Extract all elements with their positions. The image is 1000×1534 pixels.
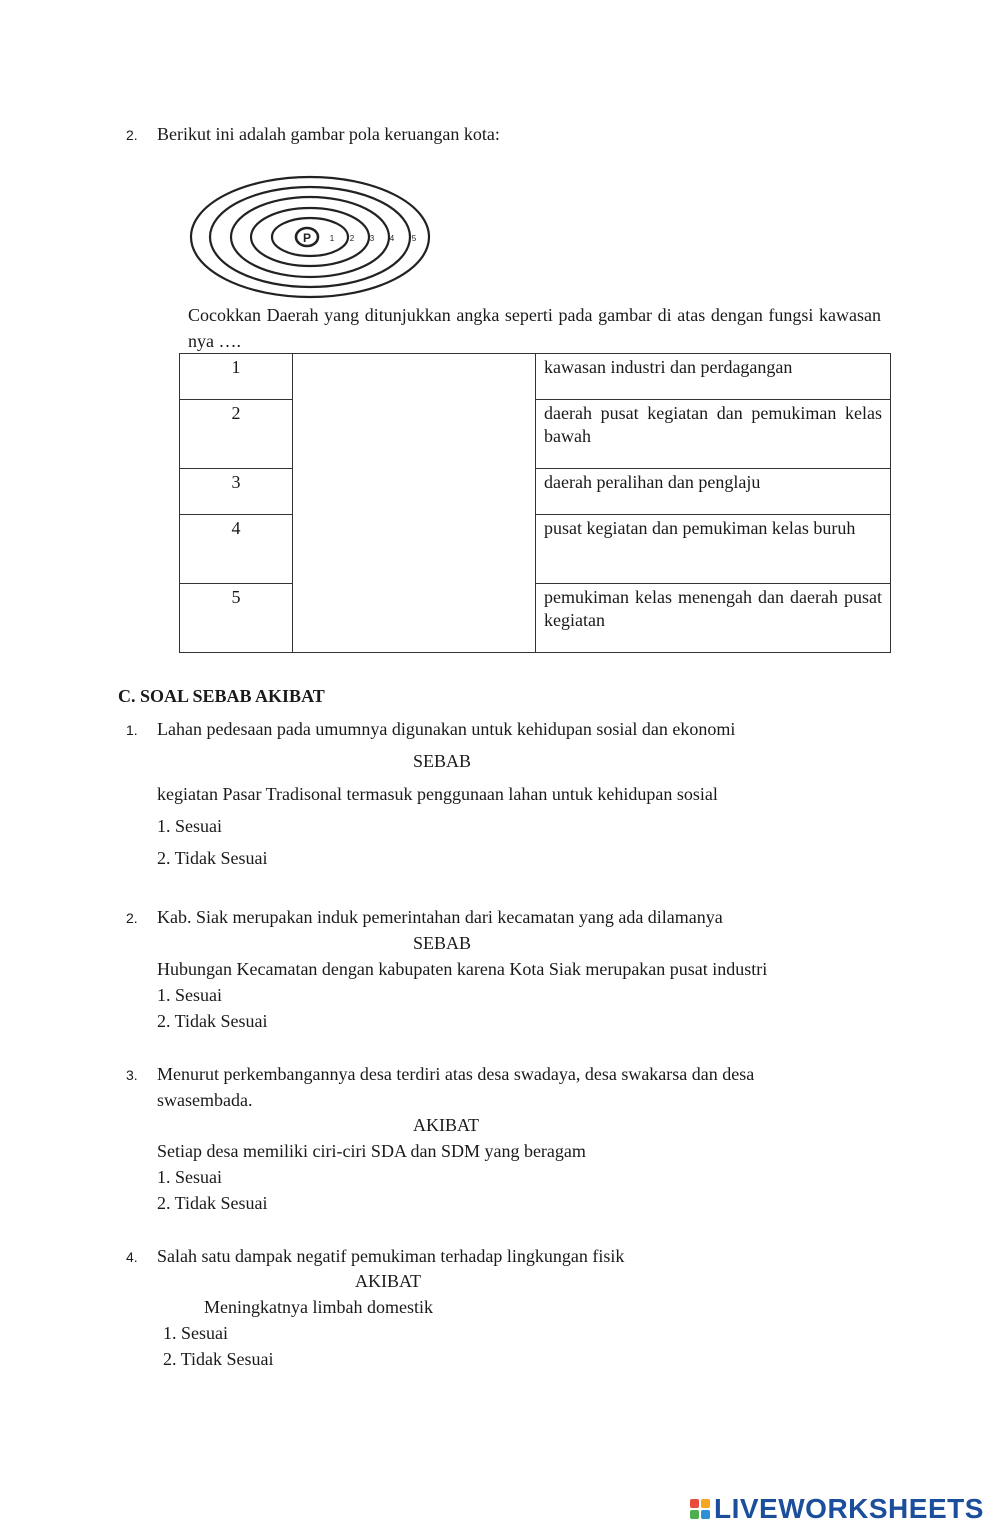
zone-description-cell[interactable]: daerah pusat kegiatan dan pemukiman kelas bawah: [536, 400, 891, 469]
connector-text: SEBAB: [413, 933, 472, 953]
table-row: [180, 400, 891, 469]
question-number: 2.: [126, 910, 138, 926]
table-row: [180, 584, 891, 653]
matching-table: [179, 353, 891, 653]
ring-label: 1: [329, 234, 335, 243]
center-label: P: [302, 231, 312, 245]
section-heading: C. SOAL SEBAB AKIBAT: [118, 686, 325, 706]
zone-description-cell[interactable]: kawasan industri dan perdagangan: [536, 354, 891, 400]
logo-text: LIVEWORKSHEETS: [714, 1493, 984, 1524]
logo-mark-icon: [690, 1499, 710, 1519]
option-tidak-sesuai[interactable]: 2. Tidak Sesuai: [163, 1349, 274, 1369]
match-drop-area[interactable]: [293, 354, 536, 653]
question-number: 1.: [126, 722, 138, 738]
logo-square: [690, 1510, 699, 1519]
statement-text: Kab. Siak merupakan induk pemerintahan dari kecamatan yang ada dilamanya: [157, 907, 723, 927]
option-tidak-sesuai[interactable]: 2. Tidak Sesuai: [157, 848, 268, 868]
zone-number-cell: 2: [180, 400, 293, 469]
reason-text: Hubungan Kecamatan dengan kabupaten karena Kota Siak merupakan pusat industri: [157, 959, 768, 979]
option-sesuai[interactable]: 1. Sesuai: [157, 1167, 222, 1187]
option-tidak-sesuai[interactable]: 2. Tidak Sesuai: [157, 1011, 268, 1031]
connector-text: AKIBAT: [355, 1271, 421, 1291]
question-number: 2.: [126, 127, 138, 143]
reason-text: kegiatan Pasar Tradisonal termasuk penggunaan lahan untuk kehidupan sosial: [157, 784, 718, 804]
question-number: 4.: [126, 1249, 138, 1265]
question-number: 3.: [126, 1067, 138, 1083]
zone-number-cell: 3: [180, 469, 293, 515]
option-tidak-sesuai[interactable]: 2. Tidak Sesuai: [157, 1193, 268, 1213]
liveworksheets-logo: [690, 1494, 984, 1524]
zone-description-cell[interactable]: pemukiman kelas menengah dan daerah pusat kegiatan: [536, 584, 891, 653]
statement-text: Salah satu dampak negatif pemukiman terhadap lingkungan fisik: [157, 1246, 625, 1266]
concentric-zone-figure: [186, 172, 436, 302]
table-row: [180, 515, 891, 584]
zone-number-cell: 1: [180, 354, 293, 400]
zone-number-cell: 5: [180, 584, 293, 653]
logo-square: [690, 1499, 699, 1508]
zone-description-cell[interactable]: daerah peralihan dan penglaju: [536, 469, 891, 515]
option-sesuai[interactable]: 1. Sesuai: [157, 985, 222, 1005]
reason-text: Setiap desa memiliki ciri-ciri SDA dan SDM yang beragam: [157, 1141, 586, 1161]
statement-text: Lahan pedesaan pada umumnya digunakan untuk kehidupan sosial dan ekonomi: [157, 719, 736, 739]
option-sesuai[interactable]: 1. Sesuai: [157, 816, 222, 836]
reason-text: Meningkatnya limbah domestik: [204, 1297, 433, 1317]
table-row: [180, 469, 891, 515]
connector-text: SEBAB: [413, 751, 472, 771]
question-text: Berikut ini adalah gambar pola keruangan kota:: [157, 124, 500, 144]
table-row: [180, 354, 891, 400]
ring-label: 4: [389, 234, 395, 243]
ring-label: 3: [369, 234, 375, 243]
instruction-text: Cocokkan Daerah yang ditunjukkan angka seperti pada gambar di atas dengan fungsi kawasan nya ….: [188, 305, 881, 351]
logo-square: [701, 1499, 710, 1508]
statement-text: Menurut perkembangannya desa terdiri atas desa swadaya, desa swakarsa dan desa: [157, 1064, 755, 1084]
ring-label: 5: [411, 234, 417, 243]
zone-number-cell: 4: [180, 515, 293, 584]
ring-label: 2: [349, 234, 355, 243]
logo-square: [701, 1510, 710, 1519]
zone-description-cell[interactable]: pusat kegiatan dan pemukiman kelas buruh: [536, 515, 891, 584]
option-sesuai[interactable]: 1. Sesuai: [163, 1323, 228, 1343]
statement-text-continued: swasembada.: [157, 1090, 253, 1110]
connector-text: AKIBAT: [413, 1115, 479, 1135]
